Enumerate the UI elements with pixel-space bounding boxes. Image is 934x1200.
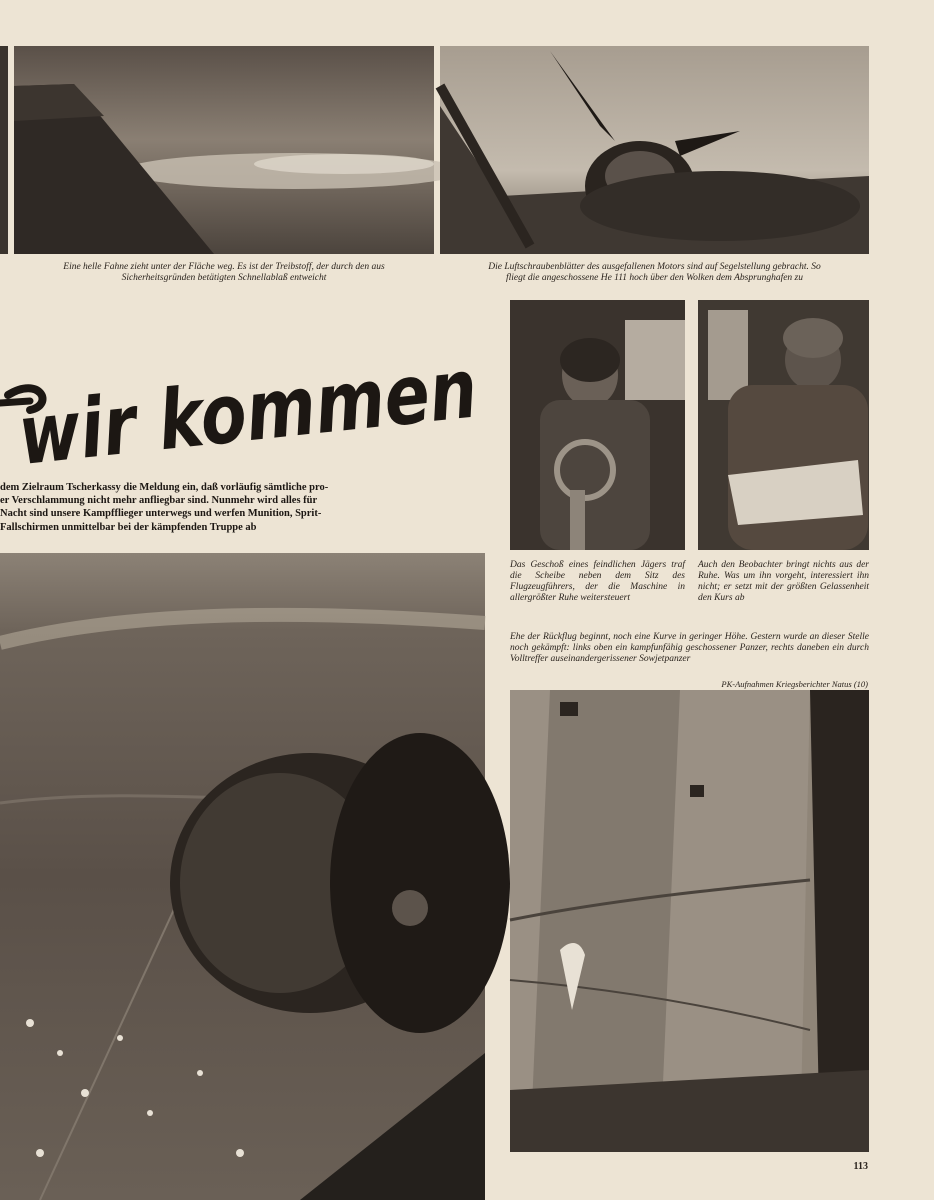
lead-line: er Verschlammung nicht mehr anfliegbar sind. Nunmehr wird alles für [0, 495, 318, 507]
lead-line: Fallschirmen unmittelbar bei der kämpfenden Truppe ab [0, 521, 257, 533]
caption-observer: Auch den Beobachter bringt nichts aus der Ruhe. Was um ihn vorgeht, interessiert ihn nicht; er setzt mit der größten Gelassenheit den Kurs ab [698, 560, 869, 603]
caption-wing-line2: Sicherheitsgründen betätigten Schnellablaß entweicht [121, 273, 327, 283]
caption-wing-line1: Eine helle Fahne zieht unter der Fläche weg. Es ist der Treibstoff, der durch den aus [63, 262, 385, 272]
lead-paragraph [0, 481, 412, 534]
headline-text: wir kommen [14, 330, 587, 485]
photo-aerial-tanks [510, 690, 869, 1152]
photo-wing-fuel-dump [14, 46, 434, 254]
caption-wing-fuel-dump [14, 262, 434, 284]
caption-feathered-propeller [440, 262, 869, 284]
photo-engine-over-landscape [0, 553, 485, 1200]
caption-propeller-line1: Die Luftschraubenblätter des ausgefallenen Motors sind auf Segelstellung gebracht. So [488, 262, 821, 272]
photo-credit: PK-Aufnahmen Kriegsberichter Natus (10) [721, 679, 868, 689]
headline [0, 330, 587, 485]
photo-observer [698, 300, 869, 550]
lead-line: dem Zielraum Tscherkassy die Meldung ein, daß vorläufig sämtliche pro- [0, 482, 329, 493]
page-number: 113 [853, 1161, 868, 1172]
lead-line: Nacht sind unsere Kampfflieger unterwegs und werfen Munition, Sprit- [0, 508, 322, 520]
photo-edge-strip [0, 46, 8, 254]
caption-pilot: Das Geschoß eines feindlichen Jägers traf die Scheibe neben dem Sitz des Flugzeugführers, der die Maschine in allergrößter Ruhe weitersteuert [510, 560, 685, 603]
photo-feathered-propeller [440, 46, 869, 254]
caption-return-flight: Ehe der Rückflug beginnt, noch eine Kurve in geringer Höhe. Gestern wurde an dieser Stelle noch gekämpft: links oben ein kampfunfähig geschossener Panzer, rechts daneben ein durch Volltreffer auseinandergerissener Sowjetpanzer [510, 632, 869, 664]
photo-pilot [510, 300, 685, 550]
caption-propeller-line2: fliegt die angeschossene He 111 hoch über den Wolken dem Absprunghafen zu [506, 273, 803, 283]
